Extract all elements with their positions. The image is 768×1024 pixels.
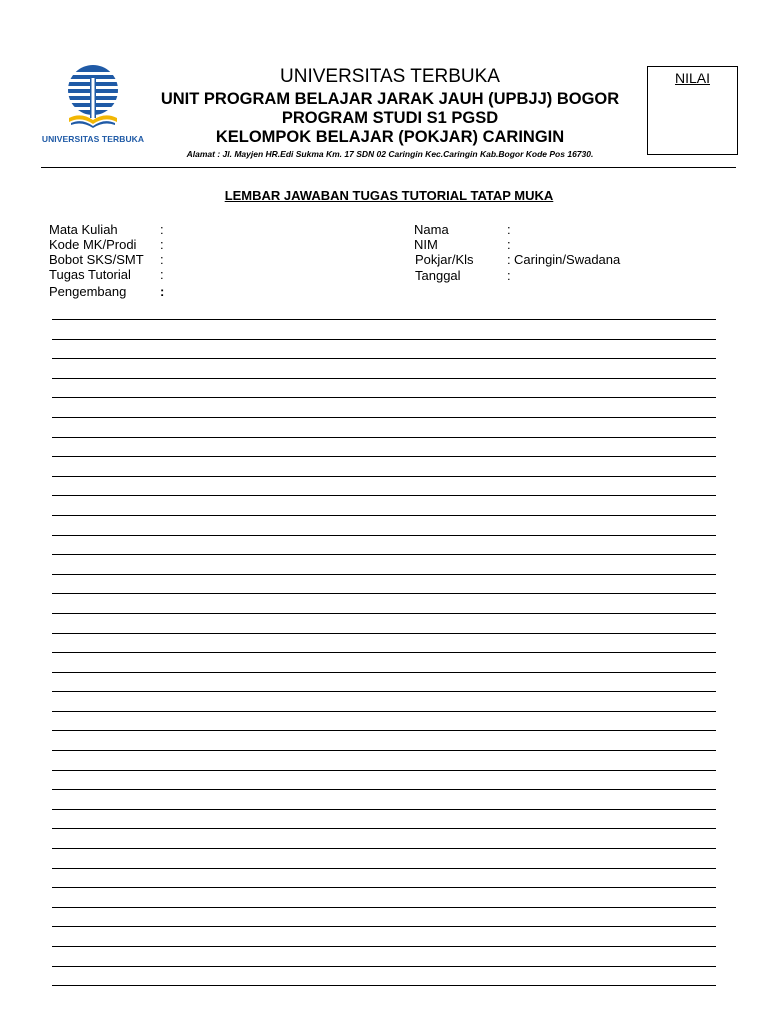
field-label-mata-kuliah: Mata Kuliah <box>49 222 118 237</box>
field-colon: : <box>507 237 511 252</box>
answer-line[interactable] <box>52 535 716 536</box>
form-title: LEMBAR JAWABAN TUGAS TUTORIAL TATAP MUKA <box>224 188 554 203</box>
answer-line[interactable] <box>52 437 716 438</box>
field-colon: : <box>160 284 165 299</box>
answer-line[interactable] <box>52 397 716 398</box>
answer-line[interactable] <box>52 770 716 771</box>
answer-line[interactable] <box>52 672 716 673</box>
field-colon: : <box>160 252 164 267</box>
logo-caption: UNIVERSITAS TERBUKA <box>41 134 145 144</box>
answer-line[interactable] <box>52 358 716 359</box>
answer-line[interactable] <box>52 946 716 947</box>
field-colon: : <box>507 252 511 267</box>
field-label-tanggal: Tanggal <box>415 268 461 283</box>
answer-line[interactable] <box>52 985 716 986</box>
group-name: KELOMPOK BELAJAR (POKJAR) CARINGIN <box>215 128 565 146</box>
answer-line[interactable] <box>52 868 716 869</box>
field-label-kode-mk: Kode MK/Prodi <box>49 237 137 252</box>
field-colon: : <box>507 222 511 237</box>
answer-line[interactable] <box>52 887 716 888</box>
ut-logo-icon <box>65 64 121 130</box>
answer-line[interactable] <box>52 339 716 340</box>
answer-lines[interactable] <box>52 319 716 1005</box>
field-colon: : <box>160 222 164 237</box>
answer-line[interactable] <box>52 613 716 614</box>
field-label-nama: Nama <box>414 222 449 237</box>
program-name: PROGRAM STUDI S1 PGSD <box>281 109 499 127</box>
field-colon: : <box>160 237 164 252</box>
answer-line[interactable] <box>52 926 716 927</box>
answer-line[interactable] <box>52 848 716 849</box>
answer-line[interactable] <box>52 633 716 634</box>
answer-line[interactable] <box>52 574 716 575</box>
answer-line[interactable] <box>52 750 716 751</box>
university-name: UNIVERSITAS TERBUKA <box>280 66 500 87</box>
answer-line[interactable] <box>52 809 716 810</box>
answer-line[interactable] <box>52 554 716 555</box>
field-colon: : <box>160 267 164 282</box>
answer-line[interactable] <box>52 966 716 967</box>
field-label-pengembang: Pengembang <box>49 284 127 299</box>
answer-line[interactable] <box>52 495 716 496</box>
field-colon: : <box>507 268 511 283</box>
header-divider <box>41 167 736 168</box>
address: Alamat : Jl. Mayjen HR.Edi Sukma Km. 17 SDN 02 Caringin Kec.Caringin Kab.Bogor Kode Pos 16730. <box>186 149 594 159</box>
field-label-pokjar: Pokjar/Kls <box>415 252 474 267</box>
field-label-bobot-sks: Bobot SKS/SMT <box>49 252 144 267</box>
field-label-nim: NIM <box>414 237 438 252</box>
field-label-tugas-tutorial: Tugas Tutorial <box>49 267 131 282</box>
answer-line[interactable] <box>52 476 716 477</box>
answer-line[interactable] <box>52 652 716 653</box>
score-box[interactable] <box>647 66 738 155</box>
answer-line[interactable] <box>52 417 716 418</box>
answer-line[interactable] <box>52 515 716 516</box>
answer-line[interactable] <box>52 907 716 908</box>
answer-line[interactable] <box>52 319 716 320</box>
field-value-pokjar[interactable]: Caringin/Swadana <box>514 252 621 267</box>
answer-line[interactable] <box>52 828 716 829</box>
answer-line[interactable] <box>52 456 716 457</box>
answer-line[interactable] <box>52 711 716 712</box>
answer-line[interactable] <box>52 378 716 379</box>
answer-line[interactable] <box>52 691 716 692</box>
answer-line[interactable] <box>52 593 716 594</box>
answer-line[interactable] <box>52 789 716 790</box>
answer-line[interactable] <box>52 730 716 731</box>
score-label: NILAI <box>674 70 710 86</box>
unit-name: UNIT PROGRAM BELAJAR JARAK JAUH (UPBJJ) BOGOR <box>160 90 620 108</box>
